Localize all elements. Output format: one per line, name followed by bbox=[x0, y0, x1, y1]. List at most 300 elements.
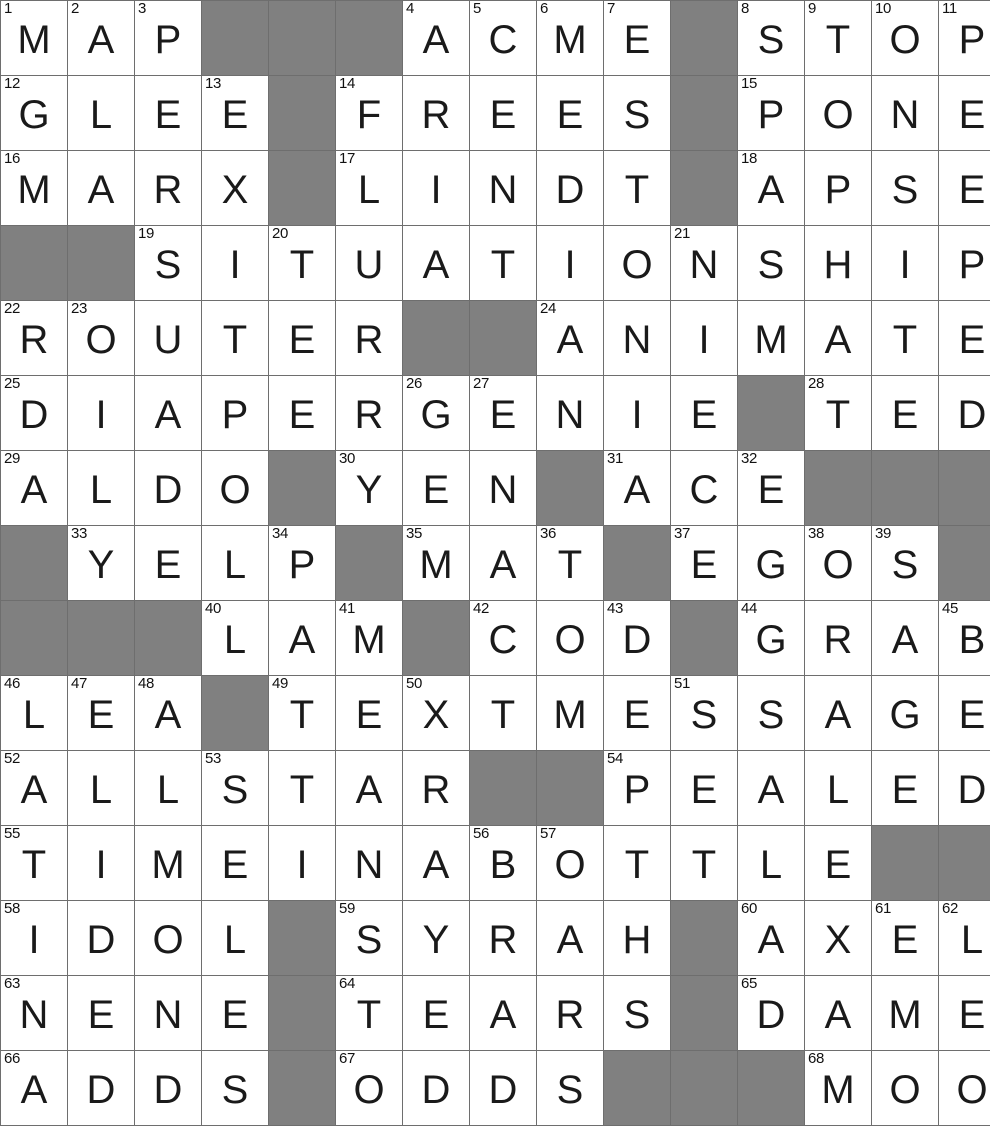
letter-cell[interactable] bbox=[805, 901, 872, 976]
letter-cell[interactable] bbox=[470, 226, 537, 301]
letter-cell[interactable] bbox=[202, 1051, 269, 1126]
cell-letter: A bbox=[470, 976, 536, 1050]
letter-cell[interactable] bbox=[135, 76, 202, 151]
letter-cell[interactable] bbox=[202, 976, 269, 1051]
cell-letter: L bbox=[68, 451, 134, 525]
letter-cell[interactable] bbox=[135, 226, 202, 301]
letter-cell[interactable] bbox=[872, 1051, 939, 1126]
letter-cell[interactable] bbox=[537, 1, 604, 76]
block-cell bbox=[604, 1051, 671, 1126]
letter-cell[interactable] bbox=[604, 376, 671, 451]
letter-cell[interactable] bbox=[738, 151, 805, 226]
letter-cell[interactable] bbox=[939, 976, 990, 1051]
letter-cell[interactable] bbox=[135, 1, 202, 76]
cell-letter: D bbox=[135, 1051, 201, 1125]
letter-cell[interactable] bbox=[202, 301, 269, 376]
letter-cell[interactable] bbox=[269, 751, 336, 826]
cell-letter: D bbox=[604, 601, 670, 675]
letter-cell[interactable] bbox=[470, 76, 537, 151]
letter-cell[interactable] bbox=[470, 976, 537, 1051]
letter-cell[interactable] bbox=[671, 751, 738, 826]
letter-cell[interactable] bbox=[939, 301, 990, 376]
letter-cell[interactable] bbox=[1, 751, 68, 826]
letter-cell[interactable] bbox=[403, 1051, 470, 1126]
letter-cell[interactable] bbox=[135, 826, 202, 901]
crossword-row bbox=[1, 826, 990, 901]
letter-cell[interactable] bbox=[68, 76, 135, 151]
letter-cell[interactable] bbox=[872, 151, 939, 226]
letter-cell[interactable] bbox=[202, 901, 269, 976]
letter-cell[interactable] bbox=[470, 1051, 537, 1126]
letter-cell[interactable] bbox=[738, 751, 805, 826]
letter-cell[interactable] bbox=[68, 526, 135, 601]
cell-letter: M bbox=[805, 1051, 871, 1125]
cell-letter: E bbox=[872, 751, 938, 825]
clue-number: 46 bbox=[4, 676, 20, 692]
letter-cell[interactable] bbox=[939, 1, 990, 76]
letter-cell[interactable] bbox=[202, 526, 269, 601]
letter-cell[interactable] bbox=[939, 226, 990, 301]
letter-cell[interactable] bbox=[738, 901, 805, 976]
clue-number: 8 bbox=[741, 1, 749, 17]
letter-cell[interactable] bbox=[805, 826, 872, 901]
clue-number: 47 bbox=[71, 676, 87, 692]
cell-letter: X bbox=[805, 901, 871, 975]
cell-letter: I bbox=[68, 826, 134, 900]
clue-number: 4 bbox=[406, 1, 414, 17]
cell-letter: A bbox=[68, 1, 134, 75]
clue-number: 31 bbox=[607, 451, 623, 467]
clue-number: 21 bbox=[674, 226, 690, 242]
letter-cell[interactable] bbox=[403, 826, 470, 901]
letter-cell[interactable] bbox=[403, 676, 470, 751]
crossword-row bbox=[1, 601, 990, 676]
clue-number: 68 bbox=[808, 1051, 824, 1067]
cell-letter: A bbox=[872, 601, 938, 675]
block-cell bbox=[336, 1, 403, 76]
clue-number: 22 bbox=[4, 301, 20, 317]
letter-cell[interactable] bbox=[1, 676, 68, 751]
block-cell bbox=[269, 976, 336, 1051]
letter-cell[interactable] bbox=[537, 676, 604, 751]
letter-cell[interactable] bbox=[738, 826, 805, 901]
letter-cell[interactable] bbox=[68, 301, 135, 376]
block-cell bbox=[872, 826, 939, 901]
letter-cell[interactable] bbox=[202, 826, 269, 901]
letter-cell[interactable] bbox=[537, 1051, 604, 1126]
letter-cell[interactable] bbox=[805, 76, 872, 151]
letter-cell[interactable] bbox=[604, 301, 671, 376]
letter-cell[interactable] bbox=[403, 76, 470, 151]
cell-letter: A bbox=[537, 301, 603, 375]
block-cell bbox=[1, 226, 68, 301]
cell-letter: E bbox=[939, 151, 990, 225]
letter-cell[interactable] bbox=[1, 376, 68, 451]
letter-cell[interactable] bbox=[939, 76, 990, 151]
cell-letter: A bbox=[805, 301, 871, 375]
cell-letter: L bbox=[939, 901, 990, 975]
letter-cell[interactable] bbox=[872, 1, 939, 76]
letter-cell[interactable] bbox=[403, 901, 470, 976]
cell-letter: R bbox=[1, 301, 67, 375]
cell-letter: E bbox=[202, 976, 268, 1050]
block-cell bbox=[269, 151, 336, 226]
cell-letter: O bbox=[537, 601, 603, 675]
letter-cell[interactable] bbox=[1, 451, 68, 526]
letter-cell[interactable] bbox=[604, 676, 671, 751]
letter-cell[interactable] bbox=[1, 826, 68, 901]
crossword-row bbox=[1, 901, 990, 976]
letter-cell[interactable] bbox=[738, 301, 805, 376]
letter-cell[interactable] bbox=[738, 526, 805, 601]
letter-cell[interactable] bbox=[805, 1051, 872, 1126]
cell-letter: A bbox=[135, 376, 201, 450]
cell-letter: E bbox=[403, 451, 469, 525]
letter-cell[interactable] bbox=[336, 676, 403, 751]
letter-cell[interactable] bbox=[738, 1, 805, 76]
clue-number: 57 bbox=[540, 826, 556, 842]
letter-cell[interactable] bbox=[470, 676, 537, 751]
letter-cell[interactable] bbox=[738, 226, 805, 301]
letter-cell[interactable] bbox=[68, 151, 135, 226]
letter-cell[interactable] bbox=[939, 901, 990, 976]
letter-cell[interactable] bbox=[68, 826, 135, 901]
letter-cell[interactable] bbox=[805, 226, 872, 301]
letter-cell[interactable] bbox=[470, 376, 537, 451]
letter-cell[interactable] bbox=[805, 151, 872, 226]
letter-cell[interactable] bbox=[738, 601, 805, 676]
clue-number: 24 bbox=[540, 301, 556, 317]
letter-cell[interactable] bbox=[805, 751, 872, 826]
letter-cell[interactable] bbox=[336, 1051, 403, 1126]
letter-cell[interactable] bbox=[805, 676, 872, 751]
cell-letter: A bbox=[805, 676, 871, 750]
clue-number: 15 bbox=[741, 76, 757, 92]
letter-cell[interactable] bbox=[671, 526, 738, 601]
cell-letter: I bbox=[604, 376, 670, 450]
letter-cell[interactable] bbox=[68, 1, 135, 76]
letter-cell[interactable] bbox=[671, 301, 738, 376]
letter-cell[interactable] bbox=[269, 226, 336, 301]
letter-cell[interactable] bbox=[68, 751, 135, 826]
crossword-row bbox=[1, 751, 990, 826]
letter-cell[interactable] bbox=[68, 451, 135, 526]
cell-letter: G bbox=[1, 76, 67, 150]
letter-cell[interactable] bbox=[269, 376, 336, 451]
letter-cell[interactable] bbox=[403, 151, 470, 226]
cell-letter: E bbox=[671, 751, 737, 825]
letter-cell[interactable] bbox=[939, 376, 990, 451]
clue-number: 41 bbox=[339, 601, 355, 617]
letter-cell[interactable] bbox=[336, 901, 403, 976]
cell-letter: S bbox=[604, 76, 670, 150]
cell-letter: E bbox=[269, 301, 335, 375]
letter-cell[interactable] bbox=[537, 301, 604, 376]
cell-letter: P bbox=[939, 226, 990, 300]
cell-letter: M bbox=[135, 826, 201, 900]
letter-cell[interactable] bbox=[135, 376, 202, 451]
block-cell bbox=[403, 601, 470, 676]
letter-cell[interactable] bbox=[872, 601, 939, 676]
letter-cell[interactable] bbox=[604, 226, 671, 301]
block-cell bbox=[738, 1051, 805, 1126]
letter-cell[interactable] bbox=[470, 151, 537, 226]
letter-cell[interactable] bbox=[202, 451, 269, 526]
letter-cell[interactable] bbox=[671, 451, 738, 526]
letter-cell[interactable] bbox=[537, 601, 604, 676]
cell-letter: E bbox=[336, 676, 402, 750]
letter-cell[interactable] bbox=[269, 826, 336, 901]
letter-cell[interactable] bbox=[1, 1, 68, 76]
letter-cell[interactable] bbox=[604, 751, 671, 826]
block-cell bbox=[470, 301, 537, 376]
cell-letter: S bbox=[202, 1051, 268, 1125]
letter-cell[interactable] bbox=[403, 226, 470, 301]
cell-letter: E bbox=[939, 676, 990, 750]
letter-cell[interactable] bbox=[604, 1, 671, 76]
letter-cell[interactable] bbox=[671, 676, 738, 751]
cell-letter: A bbox=[403, 826, 469, 900]
letter-cell[interactable] bbox=[202, 76, 269, 151]
letter-cell[interactable] bbox=[135, 451, 202, 526]
cell-letter: I bbox=[269, 826, 335, 900]
letter-cell[interactable] bbox=[604, 451, 671, 526]
cell-letter: E bbox=[805, 826, 871, 900]
letter-cell[interactable] bbox=[336, 826, 403, 901]
letter-cell[interactable] bbox=[68, 976, 135, 1051]
letter-cell[interactable] bbox=[537, 376, 604, 451]
letter-cell[interactable] bbox=[202, 151, 269, 226]
cell-letter: P bbox=[269, 526, 335, 600]
letter-cell[interactable] bbox=[872, 226, 939, 301]
letter-cell[interactable] bbox=[336, 376, 403, 451]
letter-cell[interactable] bbox=[68, 676, 135, 751]
block-cell bbox=[805, 451, 872, 526]
letter-cell[interactable] bbox=[336, 76, 403, 151]
letter-cell[interactable] bbox=[604, 901, 671, 976]
letter-cell[interactable] bbox=[403, 751, 470, 826]
letter-cell[interactable] bbox=[1, 976, 68, 1051]
letter-cell[interactable] bbox=[872, 676, 939, 751]
block-cell bbox=[1, 601, 68, 676]
cell-letter: E bbox=[939, 301, 990, 375]
letter-cell[interactable] bbox=[1, 151, 68, 226]
letter-cell[interactable] bbox=[604, 76, 671, 151]
block-cell bbox=[537, 751, 604, 826]
cell-letter: M bbox=[1, 1, 67, 75]
clue-number: 64 bbox=[339, 976, 355, 992]
letter-cell[interactable] bbox=[872, 526, 939, 601]
crossword-row bbox=[1, 526, 990, 601]
letter-cell[interactable] bbox=[537, 901, 604, 976]
letter-cell[interactable] bbox=[537, 226, 604, 301]
letter-cell[interactable] bbox=[470, 1, 537, 76]
cell-letter: D bbox=[470, 1051, 536, 1125]
cell-letter: A bbox=[738, 901, 804, 975]
cell-letter: S bbox=[872, 526, 938, 600]
letter-cell[interactable] bbox=[805, 376, 872, 451]
block-cell bbox=[269, 1, 336, 76]
cell-letter: T bbox=[805, 1, 871, 75]
cell-letter: S bbox=[738, 676, 804, 750]
letter-cell[interactable] bbox=[135, 751, 202, 826]
letter-cell[interactable] bbox=[336, 601, 403, 676]
letter-cell[interactable] bbox=[68, 1051, 135, 1126]
letter-cell[interactable] bbox=[805, 976, 872, 1051]
cell-letter: L bbox=[1, 676, 67, 750]
cell-letter: U bbox=[135, 301, 201, 375]
letter-cell[interactable] bbox=[470, 526, 537, 601]
cell-letter: I bbox=[202, 226, 268, 300]
letter-cell[interactable] bbox=[336, 976, 403, 1051]
letter-cell[interactable] bbox=[939, 1051, 990, 1126]
clue-number: 9 bbox=[808, 1, 816, 17]
letter-cell[interactable] bbox=[1, 301, 68, 376]
cell-letter: S bbox=[202, 751, 268, 825]
letter-cell[interactable] bbox=[470, 601, 537, 676]
letter-cell[interactable] bbox=[135, 526, 202, 601]
letter-cell[interactable] bbox=[135, 901, 202, 976]
cell-letter: O bbox=[872, 1, 938, 75]
letter-cell[interactable] bbox=[738, 676, 805, 751]
cell-letter: D bbox=[68, 1051, 134, 1125]
letter-cell[interactable] bbox=[403, 526, 470, 601]
letter-cell[interactable] bbox=[1, 76, 68, 151]
letter-cell[interactable] bbox=[872, 976, 939, 1051]
letter-cell[interactable] bbox=[470, 826, 537, 901]
letter-cell[interactable] bbox=[939, 601, 990, 676]
letter-cell[interactable] bbox=[738, 976, 805, 1051]
clue-number: 38 bbox=[808, 526, 824, 542]
cell-letter: C bbox=[470, 601, 536, 675]
letter-cell[interactable] bbox=[872, 376, 939, 451]
letter-cell[interactable] bbox=[135, 676, 202, 751]
letter-cell[interactable] bbox=[269, 526, 336, 601]
block-cell bbox=[269, 451, 336, 526]
clue-number: 7 bbox=[607, 1, 615, 17]
letter-cell[interactable] bbox=[336, 301, 403, 376]
block-cell bbox=[135, 601, 202, 676]
cell-letter: S bbox=[135, 226, 201, 300]
letter-cell[interactable] bbox=[805, 1, 872, 76]
cell-letter: A bbox=[537, 901, 603, 975]
letter-cell[interactable] bbox=[537, 976, 604, 1051]
clue-number: 35 bbox=[406, 526, 422, 542]
letter-cell[interactable] bbox=[1, 901, 68, 976]
block-cell bbox=[671, 1051, 738, 1126]
letter-cell[interactable] bbox=[872, 901, 939, 976]
cell-letter: G bbox=[738, 601, 804, 675]
letter-cell[interactable] bbox=[269, 301, 336, 376]
clue-number: 16 bbox=[4, 151, 20, 167]
cell-letter: E bbox=[269, 376, 335, 450]
letter-cell[interactable] bbox=[403, 376, 470, 451]
cell-letter: T bbox=[604, 151, 670, 225]
clue-number: 34 bbox=[272, 526, 288, 542]
letter-cell[interactable] bbox=[872, 751, 939, 826]
cell-letter: O bbox=[68, 301, 134, 375]
letter-cell[interactable] bbox=[671, 376, 738, 451]
letter-cell[interactable] bbox=[202, 751, 269, 826]
letter-cell[interactable] bbox=[403, 1, 470, 76]
letter-cell[interactable] bbox=[805, 526, 872, 601]
letter-cell[interactable] bbox=[604, 151, 671, 226]
cell-letter: L bbox=[738, 826, 804, 900]
letter-cell[interactable] bbox=[939, 751, 990, 826]
cell-letter: E bbox=[604, 676, 670, 750]
letter-cell[interactable] bbox=[135, 1051, 202, 1126]
clue-number: 49 bbox=[272, 676, 288, 692]
cell-letter: E bbox=[202, 826, 268, 900]
letter-cell[interactable] bbox=[336, 751, 403, 826]
clue-number: 2 bbox=[71, 1, 79, 17]
letter-cell[interactable] bbox=[738, 76, 805, 151]
letter-cell[interactable] bbox=[537, 151, 604, 226]
letter-cell[interactable] bbox=[939, 676, 990, 751]
clue-number: 43 bbox=[607, 601, 623, 617]
letter-cell[interactable] bbox=[537, 826, 604, 901]
cell-letter: E bbox=[939, 976, 990, 1050]
clue-number: 25 bbox=[4, 376, 20, 392]
cell-letter: S bbox=[537, 1051, 603, 1125]
clue-number: 27 bbox=[473, 376, 489, 392]
letter-cell[interactable] bbox=[135, 301, 202, 376]
letter-cell[interactable] bbox=[537, 76, 604, 151]
cell-letter: M bbox=[403, 526, 469, 600]
letter-cell[interactable] bbox=[269, 601, 336, 676]
letter-cell[interactable] bbox=[135, 151, 202, 226]
clue-number: 56 bbox=[473, 826, 489, 842]
letter-cell[interactable] bbox=[604, 601, 671, 676]
letter-cell[interactable] bbox=[403, 976, 470, 1051]
letter-cell[interactable] bbox=[336, 451, 403, 526]
letter-cell[interactable] bbox=[671, 226, 738, 301]
letter-cell[interactable] bbox=[939, 151, 990, 226]
letter-cell[interactable] bbox=[805, 601, 872, 676]
letter-cell[interactable] bbox=[202, 376, 269, 451]
clue-number: 44 bbox=[741, 601, 757, 617]
crossword-row bbox=[1, 226, 990, 301]
cell-letter: A bbox=[1, 751, 67, 825]
letter-cell[interactable] bbox=[202, 226, 269, 301]
letter-cell[interactable] bbox=[68, 376, 135, 451]
clue-number: 55 bbox=[4, 826, 20, 842]
crossword-row bbox=[1, 1, 990, 76]
letter-cell[interactable] bbox=[1, 1051, 68, 1126]
cell-letter: E bbox=[68, 676, 134, 750]
letter-cell[interactable] bbox=[738, 451, 805, 526]
letter-cell[interactable] bbox=[537, 526, 604, 601]
letter-cell[interactable] bbox=[470, 451, 537, 526]
letter-cell[interactable] bbox=[68, 901, 135, 976]
letter-cell[interactable] bbox=[135, 976, 202, 1051]
letter-cell[interactable] bbox=[202, 601, 269, 676]
cell-letter: Y bbox=[403, 901, 469, 975]
letter-cell[interactable] bbox=[269, 676, 336, 751]
letter-cell[interactable] bbox=[805, 301, 872, 376]
letter-cell[interactable] bbox=[872, 301, 939, 376]
cell-letter: T bbox=[872, 301, 938, 375]
letter-cell[interactable] bbox=[470, 901, 537, 976]
letter-cell[interactable] bbox=[671, 826, 738, 901]
letter-cell[interactable] bbox=[604, 826, 671, 901]
letter-cell[interactable] bbox=[336, 151, 403, 226]
clue-number: 40 bbox=[205, 601, 221, 617]
letter-cell[interactable] bbox=[403, 451, 470, 526]
letter-cell[interactable] bbox=[336, 226, 403, 301]
letter-cell[interactable] bbox=[872, 76, 939, 151]
letter-cell[interactable] bbox=[604, 976, 671, 1051]
